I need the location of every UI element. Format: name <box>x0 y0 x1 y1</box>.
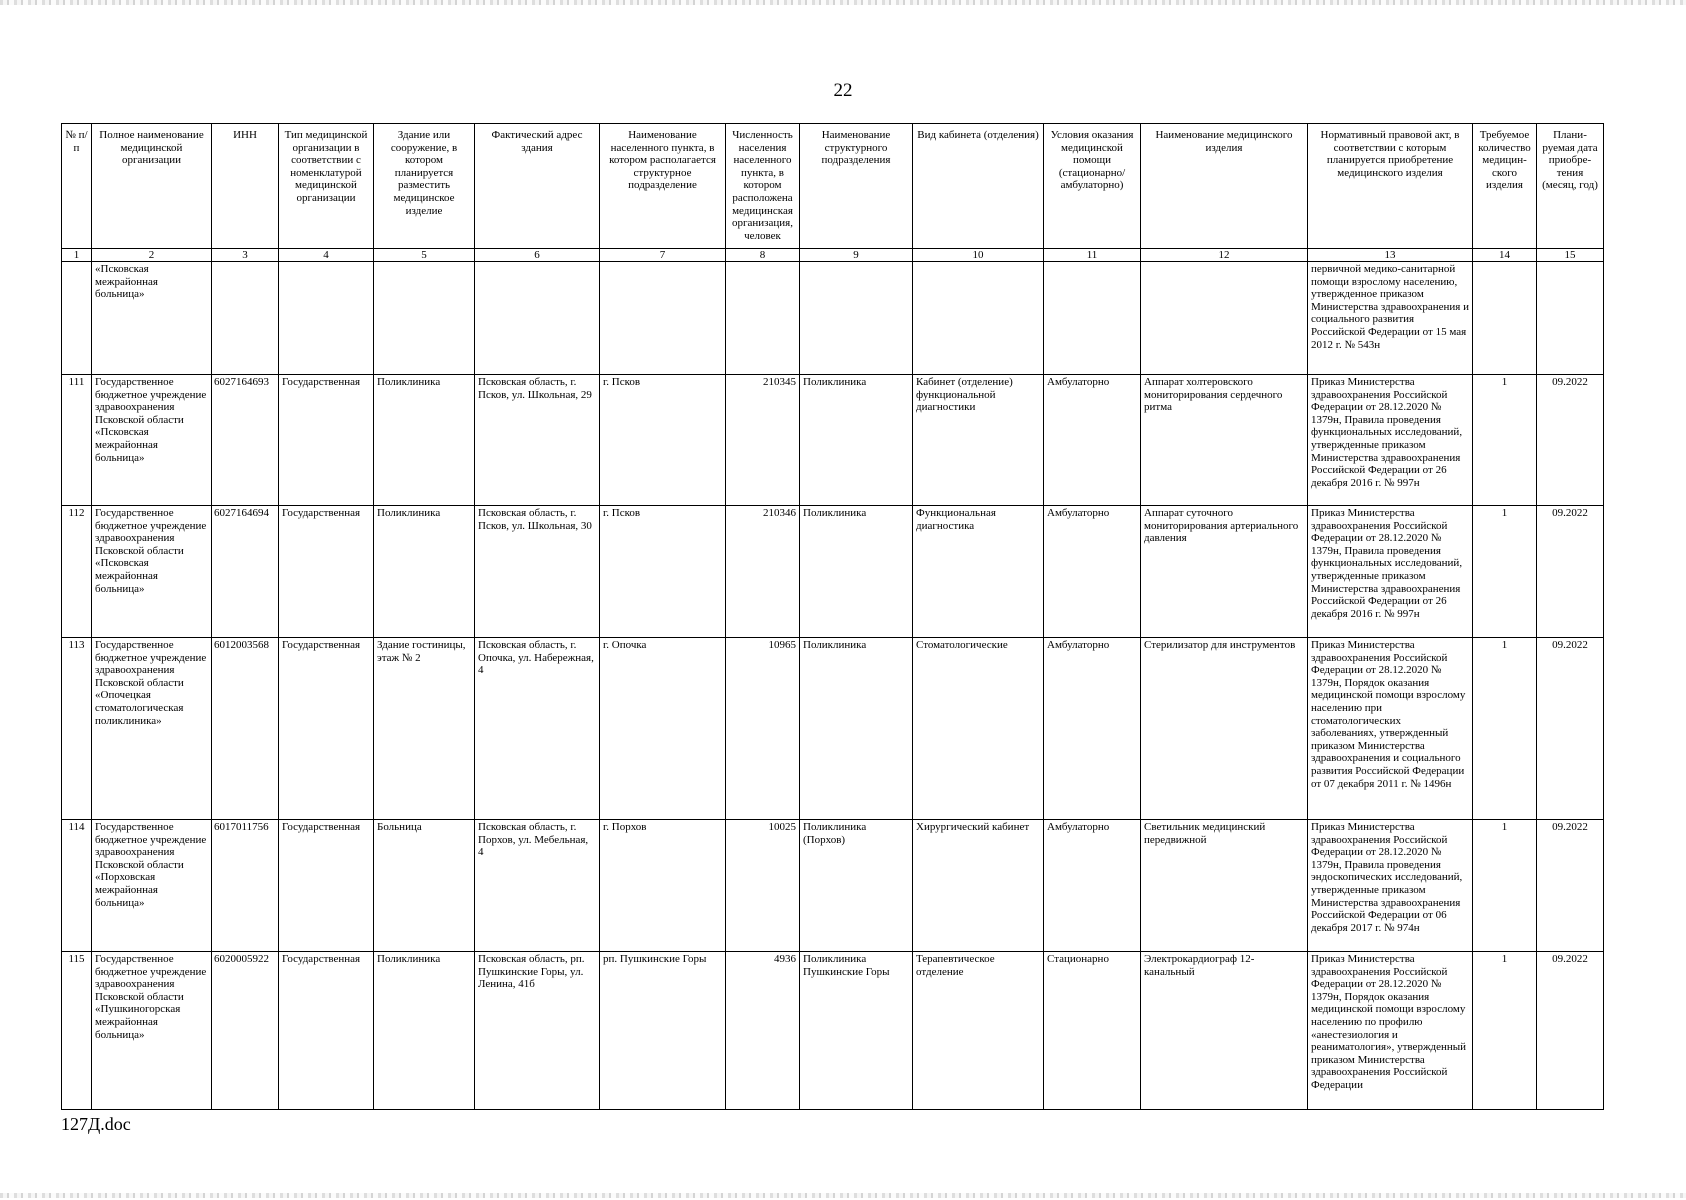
table-row <box>62 506 1604 638</box>
table-cell: 1 <box>1473 952 1537 1110</box>
column-number: 5 <box>374 249 475 262</box>
table-cell <box>913 262 1044 375</box>
table-cell: 111 <box>62 375 92 506</box>
table-cell <box>1537 262 1604 375</box>
table-cell: Функциональная диагностика <box>913 506 1044 638</box>
table-cell: 09.2022 <box>1537 638 1604 820</box>
table-cell: Поликлиника <box>800 506 913 638</box>
column-number: 10 <box>913 249 1044 262</box>
table-cell: Государственное бюджетное учреждение здравоохранения Псковской области «Пушкиногорская межрайонная больница» <box>92 952 212 1110</box>
header-cell: Численность населения населенного пункта, в котором расположена медицинская организация, человек <box>726 124 800 249</box>
table-cell: Псковская область, рп. Пушкинские Горы, ул. Ленина, 41б <box>475 952 600 1110</box>
table-cell <box>475 262 600 375</box>
table-cell: 115 <box>62 952 92 1110</box>
page-number: 22 <box>833 80 853 101</box>
table-cell: Поликлиника <box>374 952 475 1110</box>
table-cell: Государственная <box>279 375 374 506</box>
table-cell: 09.2022 <box>1537 820 1604 952</box>
header-cell: Плани-руемая дата приобре-тения (месяц, год) <box>1537 124 1604 249</box>
table-cell: Кабинет (отделение) функциональной диагностики <box>913 375 1044 506</box>
column-number: 4 <box>279 249 374 262</box>
header-cell: Фактический адрес здания <box>475 124 600 249</box>
column-number: 6 <box>475 249 600 262</box>
header-cell: Полное наименование медицинской организации <box>92 124 212 249</box>
table-cell: Поликлиника <box>374 375 475 506</box>
header-cell: Наименование медицинского изделия <box>1141 124 1308 249</box>
table-cell: Поликлиника <box>800 375 913 506</box>
table-cell: г. Порхов <box>600 820 726 952</box>
table-cell: 6012003568 <box>212 638 279 820</box>
header-cell: Нормативный правовой акт, в соответствии с которым планируется приобретение медицинского изделия <box>1308 124 1473 249</box>
table-row <box>62 375 1604 506</box>
table-cell: 09.2022 <box>1537 375 1604 506</box>
table-cell: Приказ Министерства здравоохранения Российской Федерации от 28.12.2020 № 1379н, Правила проведения эндоскопических исследований, утвержденные приказом Министерства здравоохранения Российской Федерации от 06 декабря 2017 г. № 974н <box>1308 820 1473 952</box>
table-cell <box>1044 262 1141 375</box>
table-cell <box>279 262 374 375</box>
table-cell <box>212 262 279 375</box>
table-cell <box>1141 262 1308 375</box>
column-number: 7 <box>600 249 726 262</box>
table-cell: Псковская область, г. Порхов, ул. Мебельная, 4 <box>475 820 600 952</box>
column-number: 13 <box>1308 249 1473 262</box>
table-cell: Псковская область, г. Псков, ул. Школьная, 29 <box>475 375 600 506</box>
column-number: 15 <box>1537 249 1604 262</box>
table-cell: Государственное бюджетное учреждение здравоохранения Псковской области «Псковская межрайонная больница» <box>92 506 212 638</box>
column-number: 8 <box>726 249 800 262</box>
table-cell: Приказ Министерства здравоохранения Российской Федерации от 28.12.2020 № 1379н, Порядок оказания медицинской помощи взрослому населению по профилю «анестезиология и реаниматология», утвержденный приказом Министерства здравоохранения Российской Федерации <box>1308 952 1473 1110</box>
column-number: 12 <box>1141 249 1308 262</box>
table-cell <box>1473 262 1537 375</box>
table-cell: 10965 <box>726 638 800 820</box>
table-cell: Поликлиника <box>800 638 913 820</box>
table-cell: Стерилизатор для инструментов <box>1141 638 1308 820</box>
table-cell: Государственная <box>279 506 374 638</box>
document-filename: 127Д.doc <box>61 1114 131 1134</box>
table-cell: 6020005922 <box>212 952 279 1110</box>
header-row <box>62 124 1604 249</box>
table-row <box>62 638 1604 820</box>
table-cell: Поликлиника <box>374 506 475 638</box>
header-cell: ИНН <box>212 124 279 249</box>
table-cell: Поликлиника (Порхов) <box>800 820 913 952</box>
table-cell: 10025 <box>726 820 800 952</box>
table-cell: г. Псков <box>600 506 726 638</box>
table-cell: рп. Пушкинские Горы <box>600 952 726 1110</box>
header-cell: Здание или сооружение, в котором планируется разместить медицинское изделие <box>374 124 475 249</box>
table-cell <box>62 262 92 375</box>
table-cell: Государственная <box>279 638 374 820</box>
table-cell: Светильник медицинский передвижной <box>1141 820 1308 952</box>
table-cell: Поликлиника Пушкинские Горы <box>800 952 913 1110</box>
table-cell: Приказ Министерства здравоохранения Российской Федерации от 28.12.2020 № 1379н, Порядок оказания медицинской помощи взрослому населению при стоматологических заболеваниях, утвержденный приказом Министерства здравоохранения и социального развития Российской Федерации от 07 декабря 2011 г. № 1496н <box>1308 638 1473 820</box>
table-cell: 09.2022 <box>1537 506 1604 638</box>
table-cell: Государственное бюджетное учреждение здравоохранения Псковской области «Порховская межрайонная больница» <box>92 820 212 952</box>
header-cell: Вид кабинета (отделения) <box>913 124 1044 249</box>
scan-edge-top <box>0 0 1686 5</box>
table-cell: Приказ Министерства здравоохранения Российской Федерации от 28.12.2020 № 1379н, Правила проведения функциональных исследований, утвержденные приказом Министерства здравоохранения Российской Федерации от 26 декабря 2016 г. № 997н <box>1308 375 1473 506</box>
header-cell: Условия оказания медицинской помощи (стационарно/ амбулаторно) <box>1044 124 1141 249</box>
table-cell: Хирургический кабинет <box>913 820 1044 952</box>
medical-equipment-table <box>61 123 1604 1110</box>
table-cell: Государственное бюджетное учреждение здравоохранения Псковской области «Псковская межрайонная больница» <box>92 375 212 506</box>
table-cell: 1 <box>1473 375 1537 506</box>
table-row-continuation <box>62 262 1604 375</box>
table-cell: 4936 <box>726 952 800 1110</box>
table-cell: Псковская область, г. Псков, ул. Школьная, 30 <box>475 506 600 638</box>
table-cell: первичной медико-санитарной помощи взрослому населению, утвержденное приказом Министерства здравоохранения и социального развития Российской Федерации от 15 мая 2012 г. № 543н <box>1308 262 1473 375</box>
table-cell: Амбулаторно <box>1044 638 1141 820</box>
column-number: 3 <box>212 249 279 262</box>
table-cell <box>800 262 913 375</box>
table-cell: Приказ Министерства здравоохранения Российской Федерации от 28.12.2020 № 1379н, Правила проведения функциональных исследований, утвержденные приказом Министерства здравоохранения Российской Федерации от 26 декабря 2016 г. № 997н <box>1308 506 1473 638</box>
header-cell: Наименование структурного подразделения <box>800 124 913 249</box>
scan-edge-bottom <box>0 1193 1686 1198</box>
table-cell: 09.2022 <box>1537 952 1604 1110</box>
table-row <box>62 820 1604 952</box>
header-cell: № п/п <box>62 124 92 249</box>
table-cell: 113 <box>62 638 92 820</box>
table-cell: Здание гостиницы, этаж № 2 <box>374 638 475 820</box>
table-cell: Больница <box>374 820 475 952</box>
table-cell: 114 <box>62 820 92 952</box>
table-cell: 6027164694 <box>212 506 279 638</box>
column-number-row <box>62 249 1604 262</box>
table-cell: Аппарат холтеровского мониторирования сердечного ритма <box>1141 375 1308 506</box>
column-number: 2 <box>92 249 212 262</box>
column-number: 9 <box>800 249 913 262</box>
table-cell: Терапевтическое отделение <box>913 952 1044 1110</box>
header-cell: Требуемое количество медицин-ского изделия <box>1473 124 1537 249</box>
table-cell: Электрокардиограф 12-канальный <box>1141 952 1308 1110</box>
column-number: 1 <box>62 249 92 262</box>
table-cell: г. Опочка <box>600 638 726 820</box>
table-cell: Государственная <box>279 820 374 952</box>
table-cell: Государственное бюджетное учреждение здравоохранения Псковской области «Опочецкая стоматологическая поликлиника» <box>92 638 212 820</box>
table-cell: 1 <box>1473 506 1537 638</box>
table-cell: Амбулаторно <box>1044 506 1141 638</box>
table-cell: г. Псков <box>600 375 726 506</box>
table-cell: 6027164693 <box>212 375 279 506</box>
table-cell: 1 <box>1473 820 1537 952</box>
table-cell: 112 <box>62 506 92 638</box>
table-cell <box>726 262 800 375</box>
table-cell: Стоматологические <box>913 638 1044 820</box>
table-cell: «Псковская межрайонная больница» <box>92 262 212 375</box>
table-cell: Псковская область, г. Опочка, ул. Набережная, 4 <box>475 638 600 820</box>
table-cell: Государственная <box>279 952 374 1110</box>
table-row <box>62 952 1604 1110</box>
column-number: 11 <box>1044 249 1141 262</box>
table-cell: 210345 <box>726 375 800 506</box>
table-cell: Амбулаторно <box>1044 820 1141 952</box>
table-cell: 210346 <box>726 506 800 638</box>
table-cell: 1 <box>1473 638 1537 820</box>
table-cell <box>600 262 726 375</box>
header-cell: Тип медицинской организации в соответствии с номенклатурой медицинской организации <box>279 124 374 249</box>
table-cell: 6017011756 <box>212 820 279 952</box>
table-cell: Стационарно <box>1044 952 1141 1110</box>
column-number: 14 <box>1473 249 1537 262</box>
table-cell: Аппарат суточного мониторирования артериального давления <box>1141 506 1308 638</box>
table-cell <box>374 262 475 375</box>
header-cell: Наименование населенного пункта, в котором располагается структурное подразделение <box>600 124 726 249</box>
table-cell: Амбулаторно <box>1044 375 1141 506</box>
